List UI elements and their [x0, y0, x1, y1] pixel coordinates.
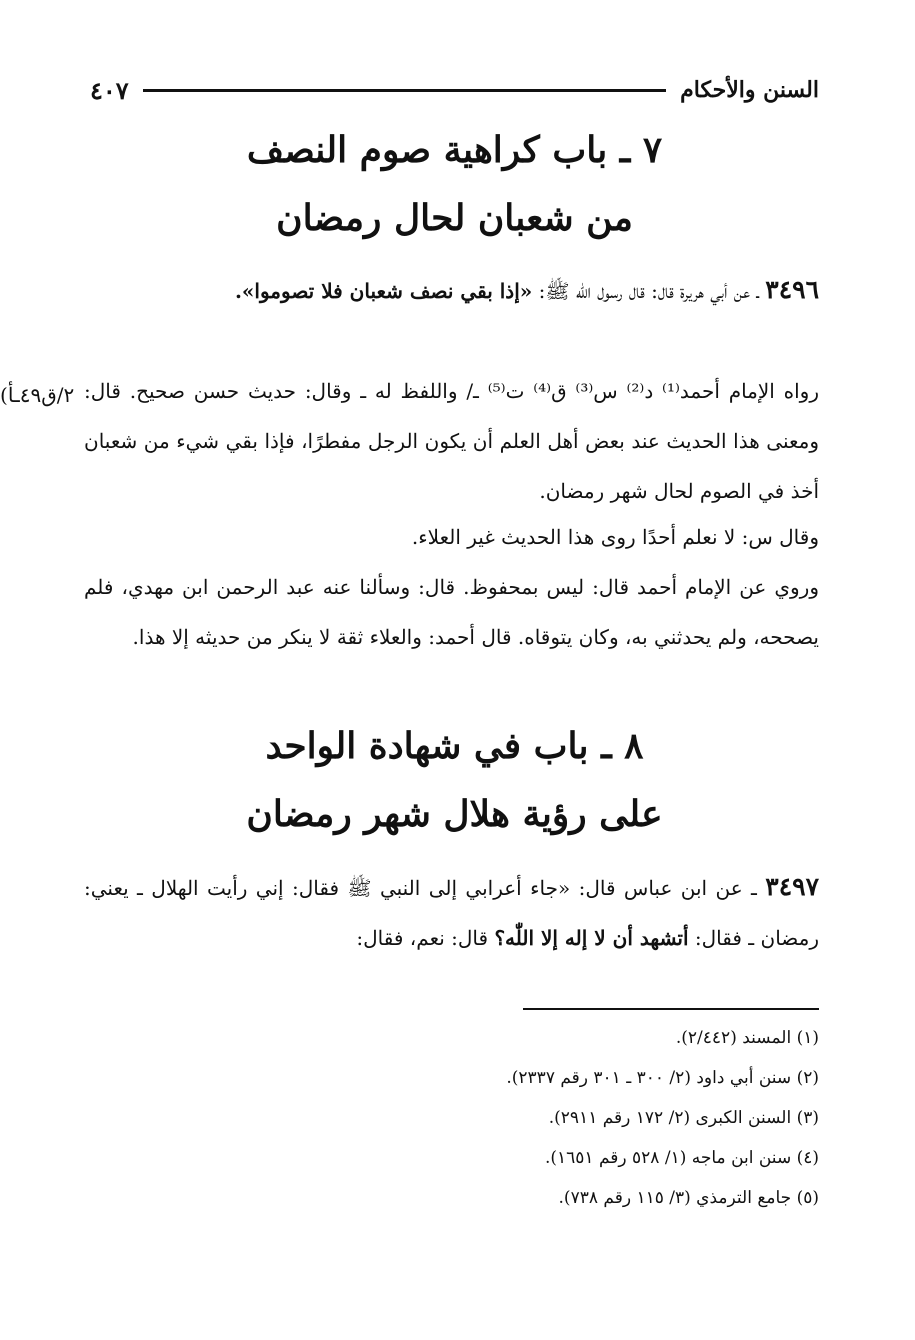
page-number: ٤٠٧	[90, 75, 129, 105]
footnote-2: (٢) سنن أبي داود (٢/ ٣٠٠ ـ ٣٠١ رقم ٢٣٣٧).	[506, 1068, 819, 1088]
chapter-7-title-line-2: من شعبان لحال رمضان	[276, 197, 633, 239]
hadith-number: ٣٤٩٦	[765, 275, 819, 304]
footnote-4: (٤) سنن ابن ماجه (١/ ٥٢٨ رقم ١٦٥١).	[544, 1148, 819, 1168]
hadith-3497	[84, 862, 819, 963]
header-rule	[143, 89, 666, 92]
hadith-number: ٣٤٩٧	[765, 872, 819, 901]
hadith-question: أتشهد أن لا إله إلا اللّٰه؟	[494, 926, 689, 950]
commentary-paragraph-1: رواه الإمام أحمد⁽¹⁾ د⁽²⁾ س⁽³⁾ ق⁽⁴⁾ ت⁽⁵⁾ ـ/ واللفظ له ـ وقال: حديث حسن صحيح. قال: ومعنى هذا الحديث عند بعض أهل العلم أن يكون الرجل مفطرًا، فإذا بقي شيء من شعبان أخذ في الصوم لحال شهر رمضان.	[84, 379, 819, 503]
hadith-continuation: قال: نعم، فقال:	[356, 926, 495, 950]
chapter-7-title-line-1: ٧ ـ باب كراهية صوم النصف	[246, 129, 663, 171]
commentary-paragraph-2: وقال س: لا نعلم أحدًا روى هذا الحديث غير العلاء.	[411, 525, 819, 549]
footnote-separator	[523, 1008, 819, 1010]
running-head	[90, 70, 819, 110]
footnotes-list	[90, 1018, 819, 1218]
hadith-intro: ـ عن أبي هريرة قال: قال رسول اللّٰه ﷺ:	[532, 279, 766, 303]
margin-manuscript-reference: (٢/ق٤٩ـأ	[0, 383, 75, 407]
footnote-3: (٣) السنن الكبرى (٢/ ١٧٢ رقم ٢٩١١).	[548, 1108, 819, 1128]
hadith-intro: ـ عن ابن عباس قال: «جاء أعرابي إلى النبي ﷺ فقال: إني رأيت الهلال ـ يعني: رمضان ـ فقال:	[84, 876, 819, 950]
commentary-paragraph-3: وروي عن الإمام أحمد قال: ليس بمحفوظ. قال: وسألنا عنه عبد الرحمن ابن مهدي، فلم يصححه، ولم يحدثني به، وكان يتوقاه. قال أحمد: والعلاء ثقة لا ينكر من حديثه إلا هذا.	[84, 575, 819, 649]
footnote-1: (١) المسند (٢/٤٤٢).	[675, 1028, 819, 1048]
footnote-5: (٥) جامع الترمذي (٣/ ١١٥ رقم ٧٣٨).	[558, 1188, 819, 1208]
hadith-3496	[84, 265, 819, 316]
chapter-8-title-line-2: على رؤية هلال شهر رمضان	[246, 793, 663, 835]
chapter-8-title-line-1: ٨ ـ باب في شهادة الواحد	[265, 725, 644, 767]
hadith-text: «إذا بقي نصف شعبان فلا تصوموا».	[234, 279, 533, 303]
running-head-title: السنن والأحكام	[680, 77, 819, 103]
